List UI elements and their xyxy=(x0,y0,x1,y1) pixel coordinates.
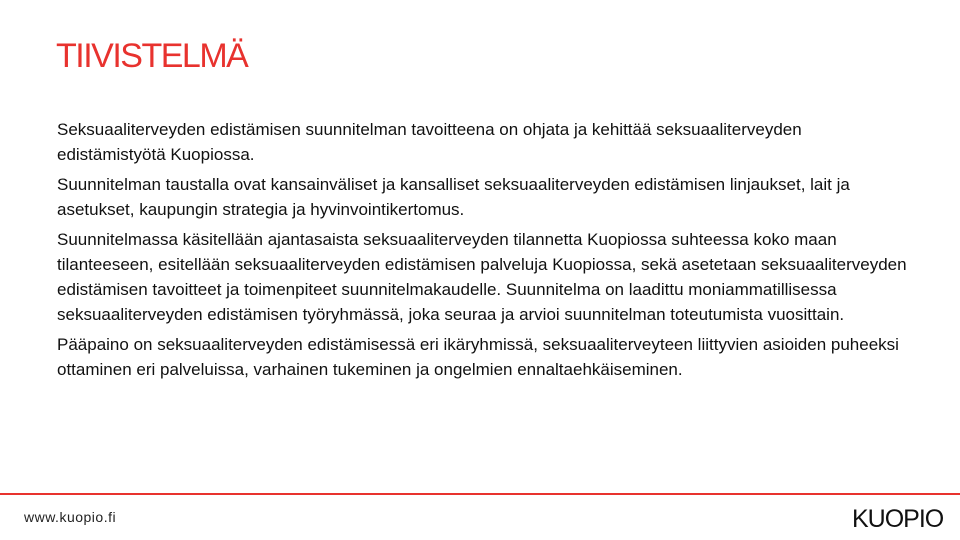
summary-body xyxy=(57,117,907,387)
summary-paragraph-4: Pääpaino on seksuaaliterveyden edistämisessä eri ikäryhmissä, seksuaaliterveyteen liittyvien asioiden puheeksi ottaminen eri palveluissa, varhainen tukeminen ja ongelmien ennaltaehkäiseminen. xyxy=(57,335,899,379)
footer-divider xyxy=(0,493,960,495)
summary-paragraph-2: Suunnitelman taustalla ovat kansainväliset ja kansalliset seksuaaliterveyden edistämisen linjaukset, lait ja asetukset, kaupungin strategia ja hyvinvointikertomus. xyxy=(57,175,850,219)
summary-paragraph-1: Seksuaaliterveyden edistämisen suunnitelman tavoitteena on ohjata ja kehittää seksuaaliterveyden edistämistyötä Kuopiossa. xyxy=(57,120,802,164)
kuopio-logo: KUOPIO xyxy=(852,505,944,533)
footer-url: www.kuopio.fi xyxy=(24,509,117,525)
slide-title: TIIVISTELMÄ xyxy=(56,37,248,75)
summary-paragraph-3: Suunnitelmassa käsitellään ajantasaista seksuaaliterveyden tilannetta Kuopiossa suhteessa koko maan tilanteeseen, esitellään seksuaaliterveyden edistämisen palveluja Kuopiossa, sekä asetetaan seksuaaliterveyden edistämisen tavoitteet ja toimenpiteet suunnitelmakaudelle. Suunnitelma on laadittu moniammatillisessa seksuaaliterveyden edistämisen työryhmässä, joka seuraa ja arvioi suunnitelman toteutumista vuosittain. xyxy=(57,230,907,324)
